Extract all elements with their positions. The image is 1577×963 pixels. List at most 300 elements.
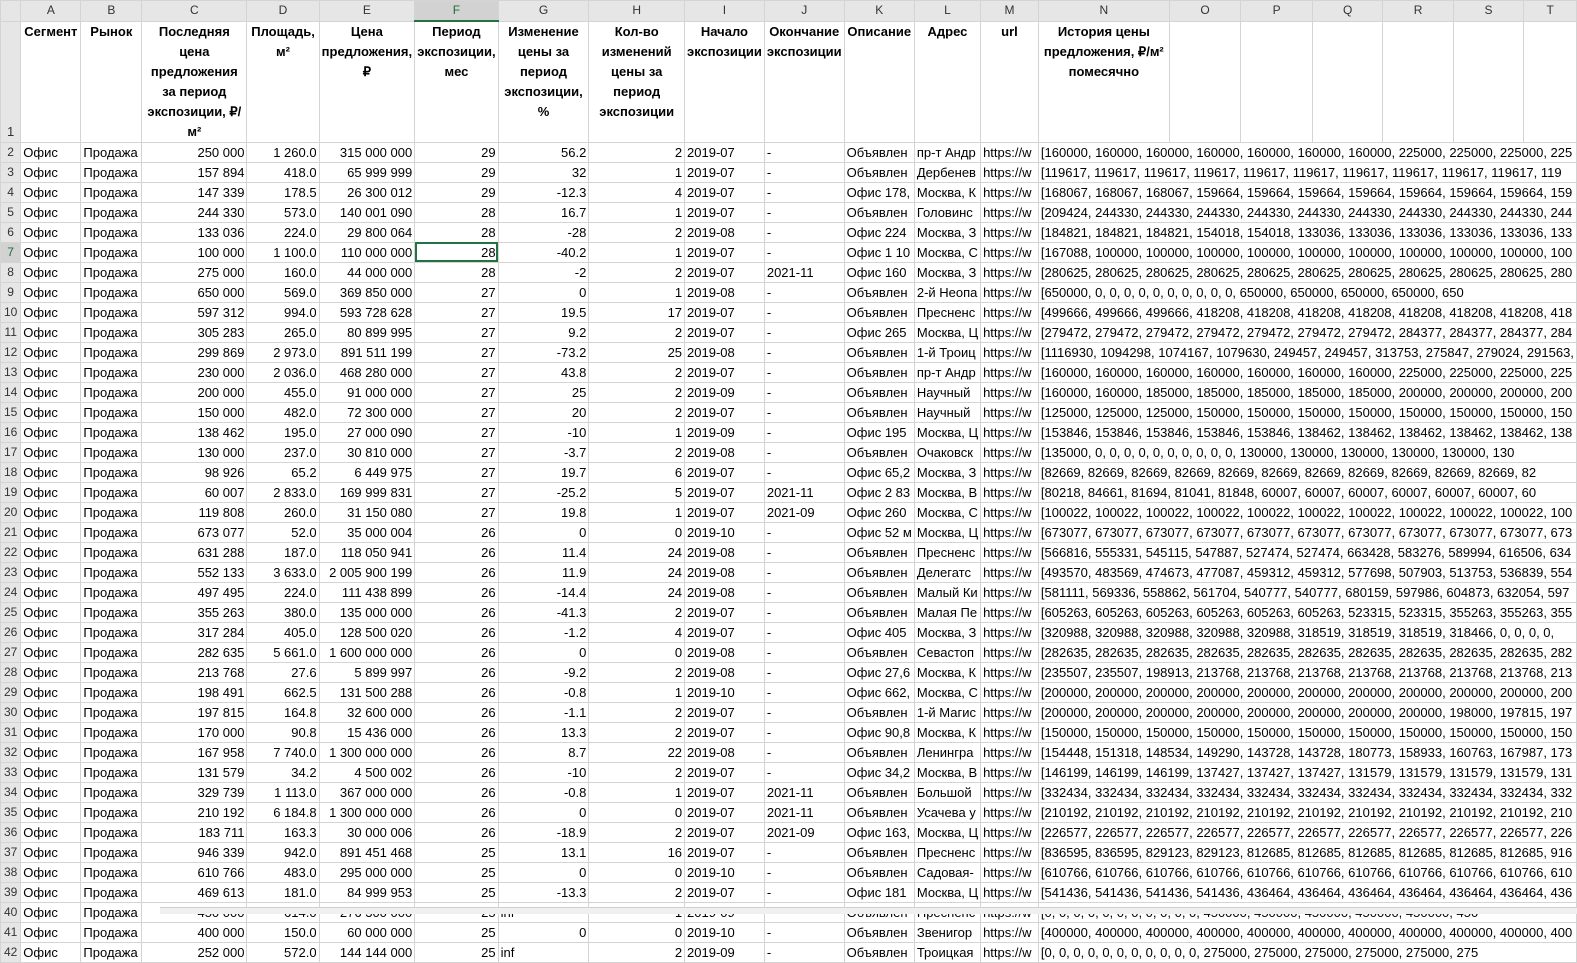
column-header-c[interactable]: C	[142, 1, 247, 22]
cell[interactable]: https://w	[981, 382, 1039, 402]
cell[interactable]: 282 635	[142, 642, 247, 662]
cell[interactable]: -	[764, 242, 844, 262]
cell[interactable]: Офис 27,6	[844, 662, 914, 682]
cell[interactable]: Продажа	[81, 322, 142, 342]
cell[interactable]: 147 339	[142, 182, 247, 202]
row-header[interactable]: 16	[1, 422, 21, 442]
cell[interactable]: Продажа	[81, 282, 142, 302]
cell[interactable]: Офис 1 10	[844, 242, 914, 262]
cell[interactable]: 0	[589, 522, 685, 542]
cell[interactable]: 2	[589, 442, 685, 462]
cell[interactable]: 170 000	[142, 722, 247, 742]
row-header[interactable]: 40	[1, 902, 21, 922]
cell[interactable]: 26	[415, 702, 498, 722]
cell[interactable]: [605263, 605263, 605263, 605263, 605263, 605263, 523315, 523315, 355263, 355263, 355	[1038, 602, 1576, 622]
cell[interactable]: https://w	[981, 462, 1039, 482]
cell[interactable]: Продажа	[81, 462, 142, 482]
cell[interactable]: 26	[415, 782, 498, 802]
column-header-m[interactable]: M	[981, 1, 1039, 22]
cell[interactable]: Объявлен	[844, 202, 914, 222]
cell[interactable]: 610 766	[142, 862, 247, 882]
cell[interactable]: Офис	[21, 682, 81, 702]
cell[interactable]: -	[764, 442, 844, 462]
cell[interactable]: 29 800 064	[319, 222, 415, 242]
cell[interactable]: [541436, 541436, 541436, 541436, 436464, 436464, 436464, 436464, 436464, 436464, 436	[1038, 882, 1576, 902]
cell[interactable]: 942.0	[247, 842, 319, 862]
cell[interactable]: 2 036.0	[247, 362, 319, 382]
cell[interactable]: Офис	[21, 702, 81, 722]
cell[interactable]: 150 000	[142, 402, 247, 422]
cell[interactable]: 27	[415, 362, 498, 382]
cell[interactable]: 31 150 080	[319, 502, 415, 522]
row-header[interactable]: 20	[1, 502, 21, 522]
column-header-r[interactable]: R	[1383, 1, 1453, 22]
cell[interactable]: Объявлен	[844, 842, 914, 862]
cell[interactable]: [836595, 836595, 829123, 829123, 812685, 812685, 812685, 812685, 812685, 812685, 916	[1038, 842, 1576, 862]
cell[interactable]: 400 000	[142, 922, 247, 942]
header-cell[interactable]: Цена предложения, ₽	[319, 21, 415, 142]
cell[interactable]: 2	[589, 402, 685, 422]
cell[interactable]: Объявлен	[844, 862, 914, 882]
cell[interactable]: Садовая-	[914, 862, 980, 882]
column-header-k[interactable]: K	[844, 1, 914, 22]
column-header-q[interactable]: Q	[1312, 1, 1382, 22]
cell[interactable]: 2021-11	[764, 262, 844, 282]
cell[interactable]: 20	[498, 402, 589, 422]
cell[interactable]: -	[764, 362, 844, 382]
cell[interactable]: 65 999 999	[319, 162, 415, 182]
header-cell[interactable]: Кол-во изменений цены за период экспозиции	[589, 21, 685, 142]
header-cell[interactable]: История цены предложения, ₽/м² помесячно	[1038, 21, 1169, 142]
header-cell[interactable]: Период экспозиции, мес	[415, 21, 498, 142]
cell[interactable]: Офис	[21, 142, 81, 162]
cell[interactable]: 369 850 000	[319, 282, 415, 302]
row-header[interactable]: 3	[1, 162, 21, 182]
cell[interactable]: 2	[589, 882, 685, 902]
cell[interactable]: Офис 160	[844, 262, 914, 282]
cell[interactable]: Продажа	[81, 422, 142, 442]
cell[interactable]: Объявлен	[844, 942, 914, 962]
cell[interactable]: 200 000	[142, 382, 247, 402]
cell[interactable]: 673 077	[142, 522, 247, 542]
cell[interactable]: https://w	[981, 522, 1039, 542]
cell[interactable]: https://w	[981, 322, 1039, 342]
cell[interactable]: -9.2	[498, 662, 589, 682]
cell[interactable]: 1-й Магис	[914, 702, 980, 722]
cell[interactable]: Офис 181	[844, 882, 914, 902]
cell[interactable]: Научный	[914, 402, 980, 422]
cell[interactable]: 317 284	[142, 622, 247, 642]
cell[interactable]: 26	[415, 622, 498, 642]
cell[interactable]: [499666, 499666, 499666, 418208, 418208, 418208, 418208, 418208, 418208, 418208, 418	[1038, 302, 1576, 322]
cell[interactable]: 1	[589, 162, 685, 182]
cell[interactable]: Офис	[21, 922, 81, 942]
cell[interactable]: 197 815	[142, 702, 247, 722]
cell[interactable]: https://w	[981, 402, 1039, 422]
cell[interactable]: Продажа	[81, 782, 142, 802]
cell[interactable]: Объявлен	[844, 782, 914, 802]
row-header[interactable]: 33	[1, 762, 21, 782]
cell[interactable]: Продажа	[81, 942, 142, 962]
cell[interactable]: Офис	[21, 522, 81, 542]
cell[interactable]: 2019-07	[685, 762, 765, 782]
row-header[interactable]: 29	[1, 682, 21, 702]
cell[interactable]: 2019-07	[685, 882, 765, 902]
cell[interactable]: -	[764, 462, 844, 482]
cell[interactable]: [566816, 555331, 545115, 547887, 527474, 527474, 663428, 583276, 589994, 616506, 634	[1038, 542, 1576, 562]
cell[interactable]: -	[764, 542, 844, 562]
cell[interactable]: 84 999 953	[319, 882, 415, 902]
cell[interactable]: 44 000 000	[319, 262, 415, 282]
cell[interactable]: 4 500 002	[319, 762, 415, 782]
column-header-a[interactable]: A	[21, 1, 81, 22]
cell[interactable]: 30 810 000	[319, 442, 415, 462]
cell[interactable]: Офис	[21, 162, 81, 182]
cell[interactable]: Офис	[21, 622, 81, 642]
cell[interactable]: 2019-07	[685, 302, 765, 322]
cell[interactable]: [146199, 146199, 146199, 137427, 137427, 137427, 131579, 131579, 131579, 131579, 131	[1038, 762, 1576, 782]
row-header[interactable]: 41	[1, 922, 21, 942]
header-cell[interactable]	[1524, 21, 1577, 142]
cell[interactable]: 111 438 899	[319, 582, 415, 602]
row-header[interactable]: 5	[1, 202, 21, 222]
cell[interactable]: 0	[589, 862, 685, 882]
cell[interactable]: 110 000 000	[319, 242, 415, 262]
cell[interactable]: 455.0	[247, 382, 319, 402]
cell[interactable]: 569.0	[247, 282, 319, 302]
cell[interactable]: -	[764, 142, 844, 162]
cell[interactable]: Офис 405	[844, 622, 914, 642]
cell[interactable]: [610766, 610766, 610766, 610766, 610766, 610766, 610766, 610766, 610766, 610766, 610	[1038, 862, 1576, 882]
cell[interactable]: 2021-11	[764, 782, 844, 802]
cell[interactable]: 27	[415, 342, 498, 362]
row-header[interactable]: 7	[1, 242, 21, 262]
cell[interactable]: [184821, 184821, 184821, 154018, 154018, 133036, 133036, 133036, 133036, 133036, 133	[1038, 222, 1576, 242]
cell[interactable]: 2021-11	[764, 802, 844, 822]
cell[interactable]: -1.2	[498, 622, 589, 642]
row-header[interactable]: 26	[1, 622, 21, 642]
cell[interactable]: 572.0	[247, 942, 319, 962]
cell[interactable]: 5	[589, 482, 685, 502]
cell[interactable]: 80 899 995	[319, 322, 415, 342]
cell[interactable]: 315 000 000	[319, 142, 415, 162]
cell[interactable]: 27	[415, 402, 498, 422]
header-cell[interactable]	[1241, 21, 1313, 142]
row-header[interactable]: 24	[1, 582, 21, 602]
row-header[interactable]: 17	[1, 442, 21, 462]
row-header[interactable]: 11	[1, 322, 21, 342]
cell[interactable]: [160000, 160000, 160000, 160000, 160000, 160000, 160000, 225000, 225000, 225000, 225	[1038, 142, 1576, 162]
cell[interactable]: -2	[498, 262, 589, 282]
cell[interactable]: Малая Пе	[914, 602, 980, 622]
header-cell[interactable]	[1453, 21, 1523, 142]
cell[interactable]: 380.0	[247, 602, 319, 622]
column-header-g[interactable]: G	[498, 1, 589, 22]
cell[interactable]: 1	[589, 502, 685, 522]
cell[interactable]: 2019-07	[685, 262, 765, 282]
cell[interactable]: Продажа	[81, 182, 142, 202]
cell[interactable]: -	[764, 762, 844, 782]
cell[interactable]: Москва, З	[914, 622, 980, 642]
cell[interactable]: 24	[589, 582, 685, 602]
cell[interactable]: 469 613	[142, 882, 247, 902]
cell[interactable]: 27	[415, 382, 498, 402]
cell[interactable]: [154448, 151318, 148534, 149290, 143728, 143728, 180773, 158933, 160763, 167987, 173	[1038, 742, 1576, 762]
cell[interactable]: 26	[415, 602, 498, 622]
cell[interactable]: 183 711	[142, 822, 247, 842]
cell[interactable]: -	[764, 562, 844, 582]
cell[interactable]: [160000, 160000, 160000, 160000, 160000, 160000, 160000, 225000, 225000, 225000, 225	[1038, 362, 1576, 382]
cell[interactable]: 43.8	[498, 362, 589, 382]
cell[interactable]: [320988, 320988, 320988, 320988, 320988, 318519, 318519, 318519, 318466, 0, 0, 0, 0,	[1038, 622, 1576, 642]
cell[interactable]: 891 511 199	[319, 342, 415, 362]
cell[interactable]: 295 000 000	[319, 862, 415, 882]
cell[interactable]: 2019-08	[685, 282, 765, 302]
cell[interactable]: Москва, Ц	[914, 882, 980, 902]
cell[interactable]: 30 000 006	[319, 822, 415, 842]
cell[interactable]: Офис 260	[844, 502, 914, 522]
cell[interactable]: Офис 65,2	[844, 462, 914, 482]
cell[interactable]: 60 007	[142, 482, 247, 502]
row-header[interactable]: 12	[1, 342, 21, 362]
cell[interactable]: 15 436 000	[319, 722, 415, 742]
cell[interactable]: 138 462	[142, 422, 247, 442]
cell[interactable]: 2019-08	[685, 542, 765, 562]
cell[interactable]: Офис	[21, 402, 81, 422]
cell[interactable]: 2019-07	[685, 242, 765, 262]
cell[interactable]: пр-т Андр	[914, 142, 980, 162]
cell[interactable]: 2019-08	[685, 642, 765, 662]
cell[interactable]: 2019-07	[685, 702, 765, 722]
cell[interactable]: 0	[498, 642, 589, 662]
row-header[interactable]: 19	[1, 482, 21, 502]
cell[interactable]: 2	[589, 702, 685, 722]
column-header-t[interactable]: T	[1524, 1, 1577, 22]
cell[interactable]: inf	[498, 942, 589, 962]
cell[interactable]: Объявлен	[844, 282, 914, 302]
cell[interactable]: Продажа	[81, 742, 142, 762]
cell[interactable]: 27.6	[247, 662, 319, 682]
cell[interactable]: 25	[589, 342, 685, 362]
cell[interactable]: Продажа	[81, 922, 142, 942]
cell[interactable]: 1	[589, 422, 685, 442]
cell[interactable]: 131 579	[142, 762, 247, 782]
cell[interactable]: https://w	[981, 422, 1039, 442]
cell[interactable]: 2019-07	[685, 362, 765, 382]
cell[interactable]: Севастоп	[914, 642, 980, 662]
cell[interactable]: 1 100.0	[247, 242, 319, 262]
cell[interactable]: [80218, 84661, 81694, 81041, 81848, 60007, 60007, 60007, 60007, 60007, 60007, 60	[1038, 482, 1576, 502]
cell[interactable]: -	[764, 722, 844, 742]
cell[interactable]: [167088, 100000, 100000, 100000, 100000, 100000, 100000, 100000, 100000, 100000, 100	[1038, 242, 1576, 262]
select-all-corner[interactable]	[1, 1, 21, 22]
cell[interactable]: 28	[415, 222, 498, 242]
cell[interactable]: Офис	[21, 942, 81, 962]
cell[interactable]: https://w	[981, 682, 1039, 702]
cell[interactable]: Офис 265	[844, 322, 914, 342]
cell[interactable]: 13.1	[498, 842, 589, 862]
cell[interactable]: 1 113.0	[247, 782, 319, 802]
cell[interactable]: Продажа	[81, 242, 142, 262]
cell[interactable]: Москва, С	[914, 682, 980, 702]
cell[interactable]: 24	[589, 542, 685, 562]
row-header[interactable]: 13	[1, 362, 21, 382]
row-header[interactable]: 18	[1, 462, 21, 482]
cell[interactable]: 2019-08	[685, 442, 765, 462]
cell[interactable]: https://w	[981, 622, 1039, 642]
cell[interactable]: 26	[415, 522, 498, 542]
cell[interactable]: -	[764, 702, 844, 722]
cell[interactable]: -	[764, 642, 844, 662]
cell[interactable]: 250 000	[142, 142, 247, 162]
cell[interactable]: Продажа	[81, 622, 142, 642]
cell[interactable]: 2	[589, 142, 685, 162]
cell[interactable]: -	[764, 382, 844, 402]
cell[interactable]: 13.3	[498, 722, 589, 742]
cell[interactable]: 28	[415, 262, 498, 282]
cell[interactable]: -	[764, 882, 844, 902]
cell[interactable]: 2019-09	[685, 942, 765, 962]
cell[interactable]: 5 661.0	[247, 642, 319, 662]
cell[interactable]: Москва, Ц	[914, 422, 980, 442]
cell[interactable]: -14.4	[498, 582, 589, 602]
cell[interactable]: 2019-08	[685, 342, 765, 362]
cell[interactable]: Офис	[21, 582, 81, 602]
cell[interactable]: Продажа	[81, 762, 142, 782]
cell[interactable]: 994.0	[247, 302, 319, 322]
cell[interactable]: Продажа	[81, 582, 142, 602]
cell[interactable]: Объявлен	[844, 562, 914, 582]
cell[interactable]: Продажа	[81, 702, 142, 722]
cell[interactable]: Офис	[21, 262, 81, 282]
cell[interactable]: 167 958	[142, 742, 247, 762]
cell[interactable]: 0	[498, 282, 589, 302]
cell[interactable]: -73.2	[498, 342, 589, 362]
cell[interactable]: 26	[415, 722, 498, 742]
cell[interactable]: 355 263	[142, 602, 247, 622]
column-header-n[interactable]: N	[1038, 1, 1169, 22]
cell[interactable]: [125000, 125000, 125000, 150000, 150000, 150000, 150000, 150000, 150000, 150000, 150	[1038, 402, 1576, 422]
header-cell[interactable]	[1312, 21, 1382, 142]
cell[interactable]: -	[764, 522, 844, 542]
row-header[interactable]: 38	[1, 862, 21, 882]
cell[interactable]: Офис	[21, 742, 81, 762]
cell[interactable]: [280625, 280625, 280625, 280625, 280625, 280625, 280625, 280625, 280625, 280625, 280	[1038, 262, 1576, 282]
cell[interactable]: Москва, С	[914, 502, 980, 522]
cell[interactable]: https://w	[981, 482, 1039, 502]
row-header[interactable]: 28	[1, 662, 21, 682]
cell[interactable]: Офис	[21, 342, 81, 362]
cell[interactable]: -	[764, 662, 844, 682]
cell[interactable]: Объявлен	[844, 742, 914, 762]
cell[interactable]: 1	[589, 782, 685, 802]
cell[interactable]: 299 869	[142, 342, 247, 362]
cell[interactable]: 631 288	[142, 542, 247, 562]
column-header-d[interactable]: D	[247, 1, 319, 22]
cell[interactable]: Офис	[21, 422, 81, 442]
cell[interactable]: -13.3	[498, 882, 589, 902]
cell[interactable]: 252 000	[142, 942, 247, 962]
row-header[interactable]: 21	[1, 522, 21, 542]
cell[interactable]: 2019-08	[685, 562, 765, 582]
cell[interactable]: 26	[415, 542, 498, 562]
row-header[interactable]: 35	[1, 802, 21, 822]
cell[interactable]: Офис	[21, 382, 81, 402]
cell[interactable]: -	[764, 942, 844, 962]
cell[interactable]: 140 001 090	[319, 202, 415, 222]
cell[interactable]: 56.2	[498, 142, 589, 162]
row-header[interactable]: 4	[1, 182, 21, 202]
cell[interactable]: 25	[415, 942, 498, 962]
cell[interactable]: 17	[589, 302, 685, 322]
cell[interactable]: -18.9	[498, 822, 589, 842]
column-header-o[interactable]: O	[1169, 1, 1241, 22]
cell[interactable]: 26	[415, 642, 498, 662]
cell[interactable]: 11.4	[498, 542, 589, 562]
cell[interactable]: 119 808	[142, 502, 247, 522]
cell[interactable]: -	[764, 922, 844, 942]
cell[interactable]: Офис	[21, 242, 81, 262]
cell[interactable]: https://w	[981, 642, 1039, 662]
row-header[interactable]: 10	[1, 302, 21, 322]
column-header-j[interactable]: J	[764, 1, 844, 22]
cell[interactable]: 3 633.0	[247, 562, 319, 582]
cell[interactable]: 26	[415, 582, 498, 602]
cell[interactable]: https://w	[981, 182, 1039, 202]
header-cell[interactable]: url	[981, 21, 1039, 142]
cell[interactable]: 2	[589, 362, 685, 382]
cell[interactable]: Офис	[21, 562, 81, 582]
cell[interactable]: Офис	[21, 862, 81, 882]
cell[interactable]: 2	[589, 662, 685, 682]
row-header[interactable]: 1	[1, 21, 21, 142]
cell[interactable]: Делегатс	[914, 562, 980, 582]
cell[interactable]: Офис 178,	[844, 182, 914, 202]
cell[interactable]: Продажа	[81, 402, 142, 422]
cell[interactable]: 2	[589, 722, 685, 742]
row-header[interactable]: 32	[1, 742, 21, 762]
cell[interactable]: 2019-07	[685, 322, 765, 342]
cell[interactable]: 0	[498, 522, 589, 542]
cell[interactable]: [235507, 235507, 198913, 213768, 213768, 213768, 213768, 213768, 213768, 213768, 213	[1038, 662, 1576, 682]
cell[interactable]: Продажа	[81, 862, 142, 882]
cell[interactable]: 2	[589, 222, 685, 242]
cell[interactable]: 98 926	[142, 462, 247, 482]
header-cell[interactable]: Изменение цены за период экспозиции, %	[498, 21, 589, 142]
cell[interactable]: Продажа	[81, 522, 142, 542]
cell[interactable]: https://w	[981, 222, 1039, 242]
cell[interactable]: 157 894	[142, 162, 247, 182]
cell[interactable]: Продажа	[81, 662, 142, 682]
cell[interactable]: https://w	[981, 802, 1039, 822]
cell[interactable]: -	[764, 202, 844, 222]
cell[interactable]: 5 899 997	[319, 662, 415, 682]
cell[interactable]: https://w	[981, 502, 1039, 522]
cell[interactable]: 2	[589, 262, 685, 282]
cell[interactable]: [279472, 279472, 279472, 279472, 279472, 279472, 279472, 284377, 284377, 284377, 284	[1038, 322, 1576, 342]
cell[interactable]: Продажа	[81, 362, 142, 382]
cell[interactable]: Продажа	[81, 602, 142, 622]
row-header[interactable]: 30	[1, 702, 21, 722]
cell[interactable]: https://w	[981, 762, 1039, 782]
cell[interactable]: Объявлен	[844, 922, 914, 942]
cell[interactable]: 195.0	[247, 422, 319, 442]
cell[interactable]: Офис	[21, 182, 81, 202]
cell[interactable]: 16	[589, 842, 685, 862]
cell[interactable]: 4	[589, 182, 685, 202]
column-header-i[interactable]: I	[685, 1, 765, 22]
cell[interactable]: Объявлен	[844, 702, 914, 722]
